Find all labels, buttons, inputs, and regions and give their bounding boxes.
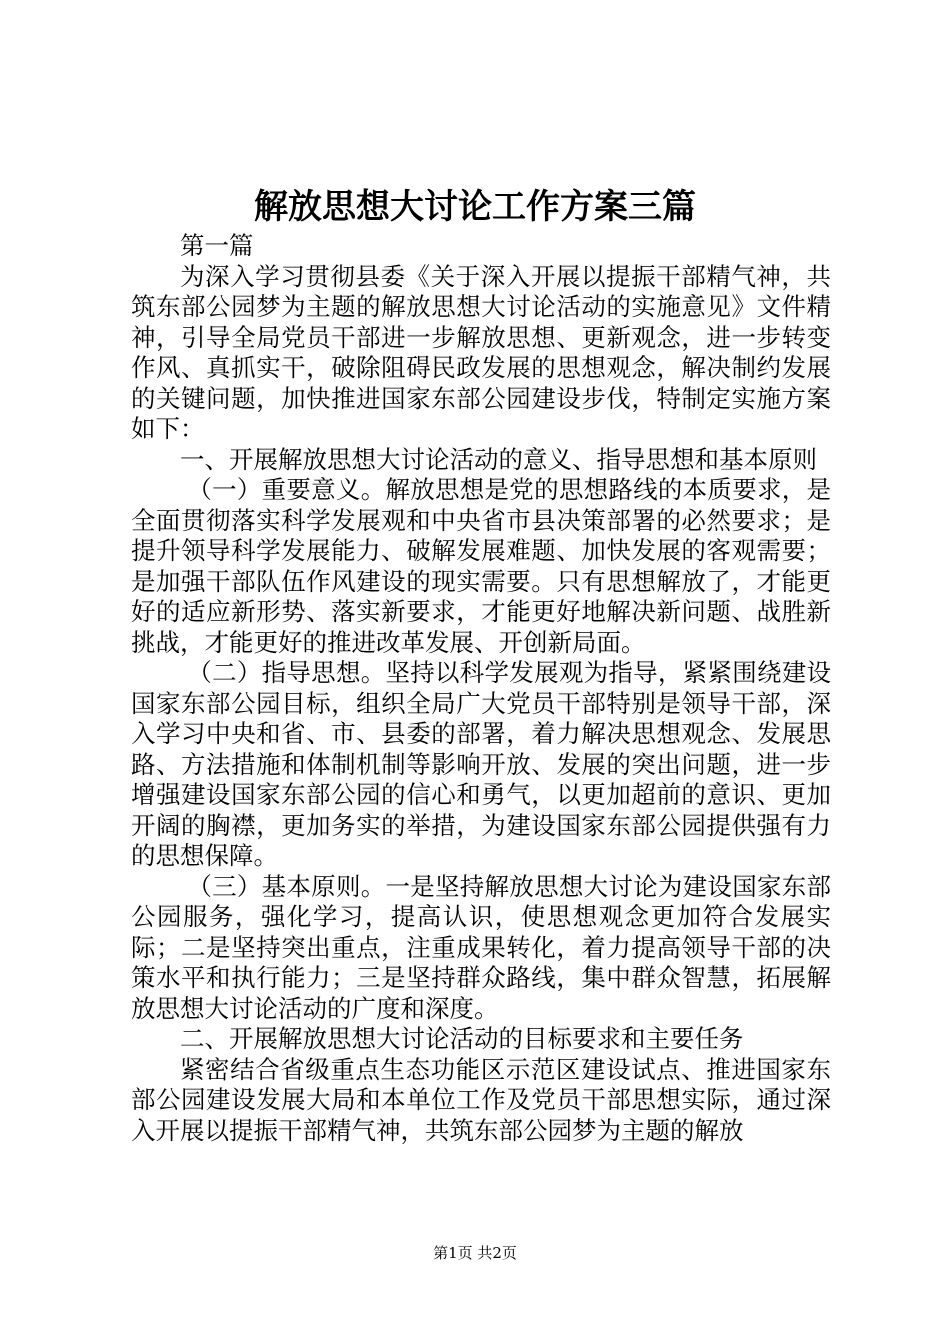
paragraph-guiding-thought: （二）指导思想。坚持以科学发展观为指导，紧紧围绕建设国家东部公园目标，组织全局广大党员干部特别是领导干部，深入学习中央和省、市、县委的部署，着力解决思想观念、发展思路、方法措施和体制机制等影响开放、发展的突出问题，进一步增强建设国家东部公园的信心和勇气，以更加超前的意识、更加开阔的胸襟，更加务实的举措，为建设国家东部公园提供强有力的思想保障。 — [131, 658, 831, 870]
section-heading-one: 一、开展解放思想大讨论活动的意义、指导思想和基本原则 — [180, 444, 817, 474]
document-body — [131, 231, 831, 1146]
paragraph-basic-principles: （三）基本原则。一是坚持解放思想大讨论为建设国家东部公园服务，强化学习，提高认识，使思想观念更加符合发展实际；二是坚持突出重点，注重成果转化，着力提高领导干部的决策水平和执行能力；三是坚持群众路线，集中群众智慧，拓展解放思想大讨论活动的广度和深度。 — [131, 871, 831, 1023]
paragraph-importance: （一）重要意义。解放思想是党的思想路线的本质要求，是全面贯彻落实科学发展观和中央省市县决策部署的必然要求；是提升领导科学发展能力、破解发展难题、加快发展的客观需要；是加强干部队伍作风建设的现实需要。只有思想解放了，才能更好的适应新形势、落实新要求，才能更好地解决新问题、战胜新挑战，才能更好的推进改革发展、开创新局面。 — [131, 475, 831, 657]
document-title: 解放思想大讨论工作方案三篇 — [254, 187, 696, 227]
page-footer: 第1页 共2页 — [433, 1244, 517, 1262]
paragraph-goals: 紧密结合省级重点生态功能区示范区建设试点、推进国家东部公园建设发展大局和本单位工作及党员干部思想实际，通过深入开展以提振干部精气神，共筑东部公园梦为主题的解放 — [131, 1054, 831, 1145]
section-heading-two: 二、开展解放思想大讨论活动的目标要求和主要任务 — [180, 1024, 744, 1053]
section-heading-part-one: 第一篇 — [180, 231, 254, 260]
intro-paragraph: 为深入学习贯彻县委《关于深入开展以提振干部精气神，共筑东部公园梦为主题的解放思想大讨论活动的实施意见》文件精神，引导全局党员干部进一步解放思想、更新观念，进一步转变作风、真抓实干，破除阻碍民政发展的思想观念，解决制约发展的关键问题，加快推进国家东部公园建设步伐，特制定实施方案如下： — [131, 261, 831, 443]
